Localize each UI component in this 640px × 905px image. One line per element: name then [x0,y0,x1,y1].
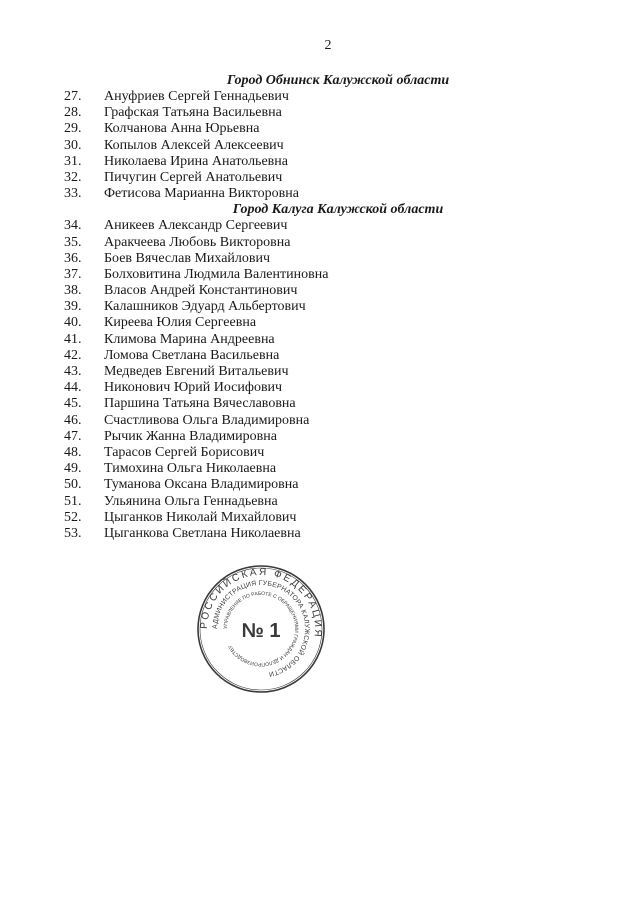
list-item-name: Киреева Юлия Сергеевна [104,315,257,331]
list-item-name: Рычик Жанна Владимировна [104,428,277,444]
list-item-number: 32. [64,169,82,185]
list-item-number: 44. [64,380,82,396]
list-item [64,380,584,396]
list-item [64,477,584,493]
list-item [64,170,584,186]
list-item-name: Тарасов Сергей Борисович [104,444,265,460]
list-item-name: Ануфриев Сергей Геннадьевич [104,89,289,104]
list-item-number: 37. [64,266,82,282]
list-item-name: Паршина Татьяна Вячеславовна [104,396,296,412]
list-item-name: Аракчеева Любовь Викторовна [104,234,291,250]
list-item-number: 28. [64,105,82,121]
list-item [64,315,584,331]
list-item-number: 31. [64,153,82,169]
list-item [64,251,584,267]
name-list [64,73,584,542]
list-item [64,138,584,154]
list-item-number: 48. [64,444,82,460]
list-item-name: Колчанова Анна Юрьевна [104,121,260,137]
list-item [64,494,584,510]
section-heading-obninsk: Город Обнинск Калужской области [226,73,450,88]
list-item [64,445,584,461]
list-item [64,186,584,202]
list-item-number: 45. [64,396,82,412]
list-item-name: Туманова Оксана Владимировна [104,477,299,493]
page-number: 2 [324,38,332,53]
list-item-number: 46. [64,412,82,428]
list-item-number: 34. [64,218,82,234]
list-item-name: Болховитина Людмила Валентиновна [104,266,329,282]
list-item-name: Цыганков Николай Михайлович [104,509,297,525]
list-item-name: Аникеев Александр Сергеевич [104,218,288,234]
list-item-name: Николаева Ирина Анатольевна [104,153,288,169]
list-item-name: Ульянина Ольга Геннадьевна [104,493,278,509]
list-item-number: 51. [64,493,82,509]
list-item-name: Счастливова Ольга Владимировна [104,412,310,428]
list-item [64,154,584,170]
list-item [64,461,584,477]
list-item [64,413,584,429]
list-item-name: Пичугин Сергей Анатольевич [104,169,283,185]
section-heading-kaluga: Город Калуга Калужской области [232,202,444,218]
official-seal [196,564,326,694]
svg-text:РОССИЙСКАЯ ФЕДЕРАЦИЯ: РОССИЙСКАЯ ФЕДЕРАЦИЯ [198,566,324,640]
list-item-number: 30. [64,137,82,153]
list-item-number: 47. [64,428,82,444]
list-item-name: Графская Татьяна Васильевна [104,105,282,121]
list-item [64,348,584,364]
list-item [64,267,584,283]
list-item [64,299,584,315]
list-item-name: Фетисова Марианна Викторовна [104,186,300,202]
list-item [64,121,584,137]
list-item-number: 33. [64,186,82,202]
svg-text:АДМИНИСТРАЦИЯ ГУБЕРНАТОРА КАЛУ: АДМИНИСТРАЦИЯ ГУБЕРНАТОРА КАЛУЖСКОЙ ОБЛАСТИ [211,579,311,678]
list-item-name: Цыганкова Светлана Николаевна [104,525,301,541]
list-item-number: 52. [64,509,82,525]
list-item [64,510,584,526]
list-item-number: 39. [64,299,82,315]
list-item-number: 41. [64,331,82,347]
list-item-name: Медведев Евгений Витальевич [104,364,289,379]
list-item-number: 38. [64,283,82,299]
list-item [64,89,584,105]
list-item-number: 43. [64,364,82,379]
list-item [64,235,584,251]
list-item-name: Тимохина Ольга Николаевна [104,461,277,477]
list-item-number: 35. [64,234,82,250]
section-kaluga-entries [64,218,584,542]
list-item [64,429,584,445]
list-item-number: 29. [64,121,82,137]
seal-graphic [196,564,326,694]
list-item-name: Ломова Светлана Васильевна [104,347,280,363]
list-item-number: 50. [64,477,82,493]
list-item-number: 36. [64,250,82,266]
svg-text:УПРАВЛЕНИЕ ПО РАБОТЕ С ОБРАЩЕН: УПРАВЛЕНИЕ ПО РАБОТЕ С ОБРАЩЕНИЯМИ ГРАЖДАН И ДЕЛОПРОИЗВОДСТВУ [222,590,300,668]
list-item-number: 27. [64,89,82,104]
list-item [64,105,584,121]
list-item-name: Боев Вячеслав Михайлович [104,250,271,266]
list-item [64,396,584,412]
list-item-number: 40. [64,315,82,331]
list-item-number: 53. [64,525,82,541]
section-obninsk-entries [64,89,584,202]
list-item-number: 42. [64,347,82,363]
list-item-name: Климова Марина Андреевна [104,331,275,347]
list-item [64,218,584,234]
list-item-number: 49. [64,461,82,477]
list-item-name: Власов Андрей Константинович [104,283,298,299]
list-item-name: Никонович Юрий Иосифович [104,380,283,396]
svg-text:№ 1: № 1 [241,620,281,642]
list-item [64,526,584,542]
list-item-name: Калашников Эдуард Альбертович [104,299,306,315]
list-item-name: Копылов Алексей Алексеевич [104,137,284,153]
list-item [64,332,584,348]
list-item [64,364,584,380]
list-item [64,283,584,299]
